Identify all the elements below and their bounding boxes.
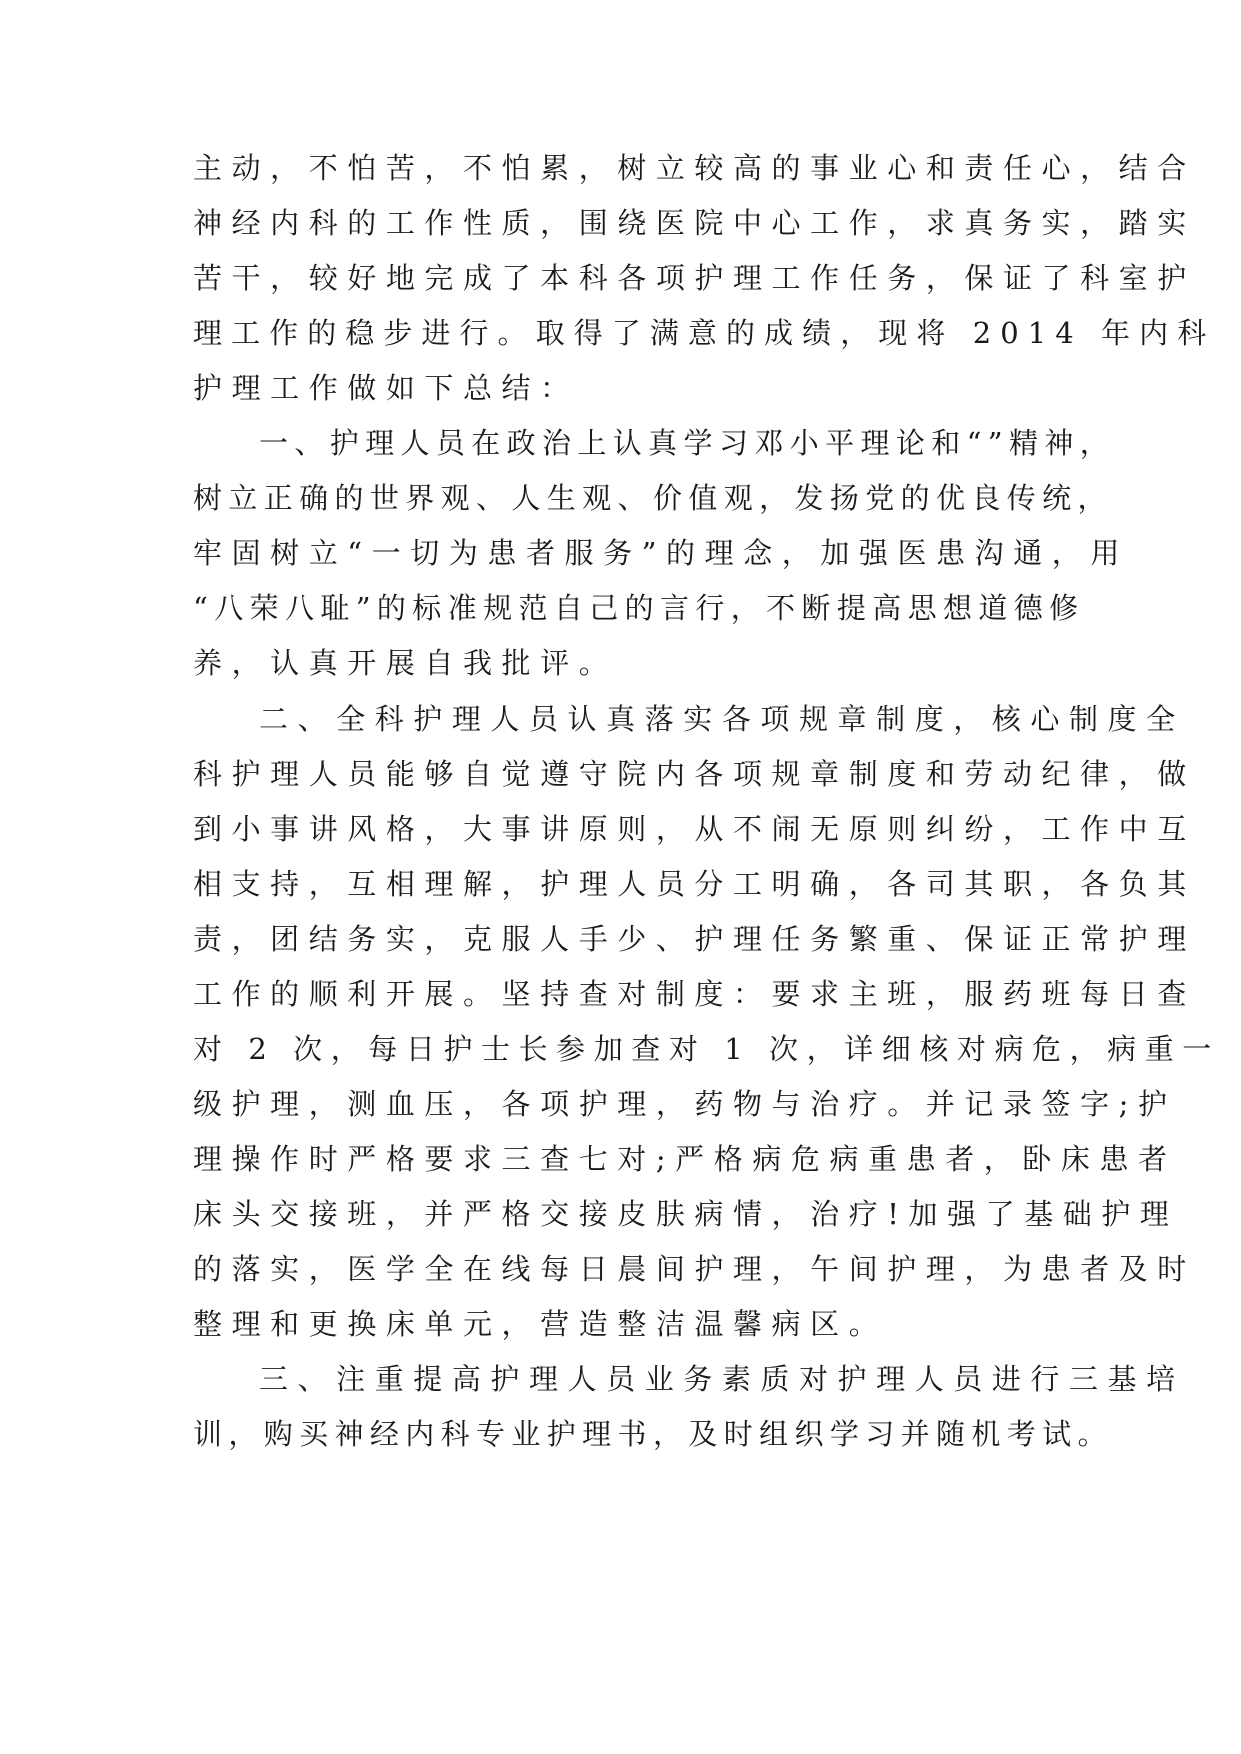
paragraph-first-line: 三、注重提高护理人员业务素质对护理人员进行三基培 bbox=[259, 1362, 1185, 1396]
text-line: 神经内科的工作性质，围绕医院中心工作，求真务实，踏实 bbox=[193, 206, 1196, 240]
text-line: “八荣八耻”的标准规范自己的言行，不断提高思想道德修 bbox=[193, 591, 1085, 625]
text-line: 到小事讲风格，大事讲原则，从不闹无原则纠纷，工作中互 bbox=[193, 812, 1196, 846]
text-line: 牢固树立“一切为患者服务”的理念，加强医患沟通，用 bbox=[193, 536, 1129, 570]
paragraph-first-line: 一、护理人员在政治上认真学习邓小平理论和“”精神， bbox=[259, 426, 1116, 460]
text-line: 科护理人员能够自觉遵守院内各项规章制度和劳动纪律，做 bbox=[193, 757, 1196, 791]
text-line: 的落实，医学全在线每日晨间护理，午间护理，为患者及时 bbox=[193, 1252, 1196, 1286]
text-line: 训，购买神经内科专业护理书，及时组织学习并随机考试。 bbox=[193, 1417, 1113, 1451]
text-line: 床头交接班，并严格交接皮肤病情，治疗!加强了基础护理 bbox=[193, 1197, 1179, 1231]
paragraph-first-line: 二、全科护理人员认真落实各项规章制度，核心制度全 bbox=[259, 702, 1185, 736]
text-line: 理工作的稳步进行。取得了满意的成绩，现将 2014 年内科 bbox=[193, 316, 1216, 350]
text-line: 主动，不怕苦，不怕累，树立较高的事业心和责任心，结合 bbox=[193, 151, 1196, 185]
text-line: 对 2 次，每日护士长参加查对 1 次，详细核对病危，病重一 bbox=[193, 1032, 1220, 1066]
text-line: 树立正确的世界观、人生观、价值观，发扬党的优良传统， bbox=[193, 481, 1113, 515]
text-line: 责，团结务实，克服人手少、护理任务繁重、保证正常护理 bbox=[193, 922, 1196, 956]
text-line: 苦干，较好地完成了本科各项护理工作任务，保证了科室护 bbox=[193, 261, 1196, 295]
text-line: 工作的顺利开展。坚持查对制度：要求主班，服药班每日查 bbox=[193, 977, 1196, 1011]
text-line: 理操作时严格要求三查七对;严格病危病重患者，卧床患者 bbox=[193, 1142, 1177, 1176]
text-line: 级护理，测血压，各项护理，药物与治疗。并记录签字;护 bbox=[193, 1087, 1177, 1121]
text-line: 养，认真开展自我批评。 bbox=[193, 646, 618, 680]
text-line: 护理工作做如下总结： bbox=[193, 371, 579, 405]
text-line: 整理和更换床单元，营造整洁温馨病区。 bbox=[193, 1307, 888, 1341]
text-line: 相支持，互相理解，护理人员分工明确，各司其职，各负其 bbox=[193, 867, 1196, 901]
